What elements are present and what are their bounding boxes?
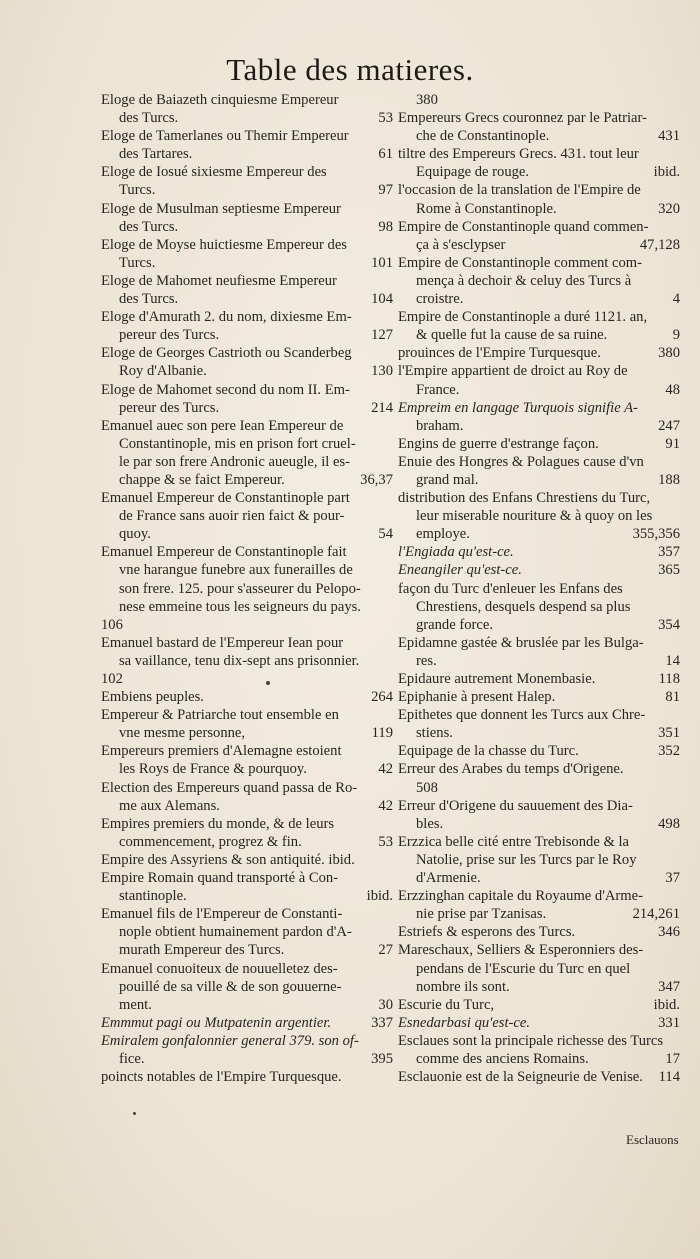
index-entry-text: nie prise par Tzanisas.: [416, 906, 547, 923]
page-reference: 42: [378, 797, 393, 814]
index-entry-text: Eloge de Iosué sixiesme Empereur des: [101, 164, 327, 181]
index-entry-text: 508: [416, 779, 438, 796]
index-line: [398, 978, 680, 996]
page-reference: 357: [658, 544, 680, 561]
index-line: [101, 417, 393, 435]
page-reference: 214,261: [632, 906, 680, 923]
page-reference: 9: [672, 327, 680, 344]
page-reference: 4: [672, 291, 680, 308]
index-entry-text: Eloge de Tamerlanes ou Themir Empereur: [101, 128, 349, 145]
page-reference: 119: [371, 725, 393, 742]
page-reference: 118: [658, 671, 680, 687]
index-entry-text: vne mesme personne,: [119, 725, 246, 742]
page-reference: 365: [658, 562, 680, 579]
index-entry-text: Eloge de Musulman septiesme Empereur: [101, 200, 341, 217]
index-entry-text: Empereur & Patriarche tout ensemble en: [101, 707, 339, 724]
index-entry-text: pouillé de sa ville & de son gouuerne-: [119, 978, 342, 995]
page-reference: 498: [658, 815, 680, 832]
index-line: [101, 634, 393, 652]
index-entry-text: Emanuel fils de l'Empereur de Constanti-: [101, 906, 343, 923]
index-line: [101, 1014, 393, 1032]
index-line: [101, 326, 393, 344]
index-line: [101, 706, 393, 724]
index-line: [398, 200, 680, 218]
index-entry-text: 106: [101, 616, 123, 633]
page-reference: ibid.: [366, 888, 393, 905]
index-line: [101, 851, 393, 869]
index-line: [101, 833, 393, 851]
index-line: [101, 923, 393, 941]
index-entry-text: des Turcs.: [119, 291, 179, 308]
index-line: [398, 362, 680, 380]
page-reference: 98: [378, 218, 393, 235]
page-reference: 214: [371, 399, 393, 416]
index-line: [101, 181, 393, 199]
index-line: [398, 453, 680, 471]
index-entry-text: Election des Empereurs quand passa de Ro-: [101, 779, 358, 796]
index-entry-text: poincts notables de l'Empire Turquesque.: [101, 1069, 342, 1086]
page-reference: 61: [378, 146, 393, 163]
index-line: [101, 598, 393, 616]
index-entry-text: comme des anciens Romains.: [416, 1050, 589, 1067]
index-line: [398, 923, 680, 941]
index-entry-text: Empire de Constantinople a duré 1121. an,: [398, 309, 648, 326]
index-line: [398, 91, 680, 109]
index-entry-text: distribution des Enfans Chrestiens du Turc,: [398, 490, 651, 507]
index-entry-text: Mareschaux, Selliers & Esperonniers des-: [398, 942, 644, 959]
page-reference: 130: [371, 363, 393, 380]
index-line: [101, 688, 393, 706]
index-line: [101, 779, 393, 797]
index-line: [101, 471, 393, 489]
index-entry-text: Erzzinghan capitale du Royaume d'Arme-: [398, 888, 643, 905]
index-line: [398, 598, 680, 616]
index-entry-text: Emanuel Empereur de Constantinople fait: [101, 544, 347, 561]
index-entry-text: de France sans auoir rien faict & pour-: [119, 508, 345, 525]
index-line: [398, 670, 680, 688]
index-line: [101, 760, 393, 778]
index-entry-text: me aux Alemans.: [119, 797, 220, 814]
index-entry-text: employe.: [416, 526, 470, 543]
page-reference: 352: [658, 743, 680, 760]
index-entry-text: Eneangiler qu'est-ce.: [398, 562, 522, 579]
index-line: [101, 996, 393, 1014]
index-line: [398, 181, 680, 199]
index-line: [398, 869, 680, 887]
index-line: [101, 580, 393, 598]
index-entry-text: Engins de guerre d'estrange façon.: [398, 435, 599, 452]
index-entry-text: Estriefs & esperons des Turcs.: [398, 924, 576, 941]
index-line: [398, 417, 680, 435]
index-line: [398, 706, 680, 724]
index-line: [101, 724, 393, 742]
index-line: [101, 145, 393, 163]
index-line: [101, 742, 393, 760]
page-reference: 337: [371, 1014, 393, 1031]
index-line: [101, 616, 393, 634]
index-line: [398, 652, 680, 670]
index-line: [398, 290, 680, 308]
index-line: [101, 236, 393, 254]
page-reference: 42: [378, 761, 393, 778]
index-line: [398, 145, 680, 163]
index-line: [101, 543, 393, 561]
index-line: [398, 543, 680, 561]
index-entry-text: Emanuel Empereur de Constantinople part: [101, 490, 350, 507]
page-reference: 53: [378, 110, 393, 127]
index-entry-text: nople obtient humainement pardon d'A-: [119, 924, 352, 941]
index-line: [398, 1050, 680, 1068]
index-line: [398, 797, 680, 815]
index-line: [101, 109, 393, 127]
page-reference: 53: [378, 833, 393, 850]
index-entry-text: braham.: [416, 417, 464, 434]
page-reference: 36,37: [360, 471, 393, 488]
index-line: [101, 127, 393, 145]
index-line: [398, 163, 680, 181]
page-reference: ibid.: [653, 996, 680, 1013]
index-line: [398, 851, 680, 869]
index-line: [101, 1032, 393, 1050]
index-line: [398, 326, 680, 344]
index-line: [101, 91, 393, 109]
index-entry-text: vne harangue funebre aux funerailles de: [119, 562, 353, 579]
page-reference: 380: [658, 345, 680, 362]
index-entry-text: des Turcs.: [119, 218, 179, 235]
index-entry-text: Empire des Assyriens & son antiquité. ibid.: [101, 851, 355, 868]
index-line: [398, 760, 680, 778]
index-line: [101, 489, 393, 507]
index-entry-text: Eloge de Moyse huictiesme Empereur des: [101, 236, 347, 253]
index-line: [398, 109, 680, 127]
index-line: [101, 561, 393, 579]
index-line: [101, 1050, 393, 1068]
index-line: [101, 905, 393, 923]
index-entry-text: Erreur d'Origene du sauuement des Dia-: [398, 797, 633, 814]
index-entry-text: Natolie, prise sur les Turcs par le Roy: [416, 851, 637, 868]
index-entry-text: façon du Turc d'enleuer les Enfans des: [398, 580, 623, 597]
index-entry-text: Equipage de la chasse du Turc.: [398, 743, 579, 760]
page-reference: 14: [665, 652, 680, 669]
index-line: [101, 344, 393, 362]
index-line: [101, 435, 393, 453]
index-entry-text: mença à dechoir & celuy des Turcs à: [416, 272, 632, 289]
index-line: [101, 362, 393, 380]
page-reference: 37: [665, 870, 680, 887]
page-reference: 97: [378, 182, 393, 199]
index-entry-text: Empire Romain quand transporté à Con-: [101, 870, 339, 887]
index-entry-text: Epidamne gastée & bruslée par les Bulga-: [398, 634, 644, 651]
index-entry-text: Constantinople, mis en prison fort cruel-: [119, 435, 356, 452]
index-entry-text: chappe & se faict Empereur.: [119, 471, 285, 488]
left-column: [101, 91, 393, 1086]
index-entry-text: nese emmeine tous les seigneurs du pays.: [119, 598, 361, 615]
index-entry-text: Empire de Constantinople comment com-: [398, 254, 642, 271]
index-line: [398, 905, 680, 923]
index-entry-text: Emanuel bastard de l'Empereur Iean pour: [101, 634, 344, 651]
index-line: [398, 742, 680, 760]
index-entry-text: pereur des Turcs.: [119, 399, 220, 416]
page-reference: 351: [658, 725, 680, 742]
page-reference: 395: [371, 1050, 393, 1067]
index-entry-text: & quelle fut la cause de sa ruine.: [416, 327, 608, 344]
page-reference: 331: [658, 1014, 680, 1031]
index-entry-text: Empire de Constantinople quand commen-: [398, 218, 649, 235]
page-reference: 355,356: [632, 526, 680, 543]
page-title: Table des matieres.: [226, 52, 474, 87]
index-entry-text: Emanuel conuoiteux de nouuelletez des-: [101, 960, 338, 977]
index-entry-text: nombre ils sont.: [416, 978, 510, 995]
index-line: [101, 254, 393, 272]
index-line: [398, 507, 680, 525]
index-entry-text: che de Constantinople.: [416, 128, 550, 145]
index-line: [101, 381, 393, 399]
index-entry-text: commencement, progrez & fin.: [119, 833, 302, 850]
index-line: [101, 525, 393, 543]
index-entry-text: stiens.: [416, 725, 453, 742]
index-entry-text: ment.: [119, 996, 152, 1013]
index-line: [398, 779, 680, 797]
index-entry-text: l'occasion de la translation de l'Empire de: [398, 182, 641, 199]
index-entry-text: Rome à Constantinople.: [416, 200, 557, 217]
index-line: [398, 688, 680, 706]
page-reference: 91: [665, 435, 680, 452]
index-line: [398, 960, 680, 978]
index-entry-text: Chrestiens, desquels despend sa plus: [416, 598, 631, 615]
index-entry-text: Empires premiers du monde, & de leurs: [101, 815, 335, 832]
index-line: [101, 1068, 393, 1086]
index-line: [101, 290, 393, 308]
index-line: [101, 815, 393, 833]
page-reference: 264: [371, 689, 393, 706]
index-entry-text: Empreim en langage Turquois signifie A-: [398, 399, 638, 416]
index-entry-text: Eloge de Georges Castrioth ou Scanderbeg: [101, 345, 352, 362]
index-line: [398, 561, 680, 579]
index-line: [398, 1068, 680, 1086]
index-line: [398, 308, 680, 326]
index-line: [101, 399, 393, 417]
index-line: [398, 127, 680, 145]
index-line: [398, 489, 680, 507]
index-entry-text: pereur des Turcs.: [119, 327, 220, 344]
index-entry-text: 102: [101, 671, 123, 687]
index-line: [398, 580, 680, 598]
index-line: [398, 616, 680, 634]
index-line: [398, 833, 680, 851]
index-entry-text: murath Empereur des Turcs.: [119, 942, 285, 959]
index-entry-text: sa vaillance, tenu dix-sept ans prisonnier.: [119, 652, 360, 669]
index-entry-text: res.: [416, 652, 437, 669]
catchword: Esclauons: [626, 1132, 679, 1147]
index-line: [101, 652, 393, 670]
page-reference: 48: [665, 381, 680, 398]
index-line: [398, 634, 680, 652]
index-entry-text: Emmmut pagi ou Mutpatenin argentier.: [101, 1014, 332, 1031]
index-entry-text: Enuie des Hongres & Polagues cause d'vn: [398, 453, 644, 470]
ink-spot: [133, 1112, 136, 1115]
index-entry-text: Turcs.: [119, 182, 156, 199]
index-line: [398, 1032, 680, 1050]
index-entry-text: Eloge de Baiazeth cinquiesme Empereur: [101, 92, 339, 108]
index-entry-text: Epidaure autrement Monembasie.: [398, 671, 596, 687]
index-line: [101, 978, 393, 996]
index-line: [398, 344, 680, 362]
ink-spot: [266, 681, 270, 685]
page-reference: 54: [378, 526, 393, 543]
index-entry-text: Roy d'Albanie.: [119, 363, 207, 380]
index-line: [101, 507, 393, 525]
page-reference: 127: [371, 327, 393, 344]
index-line: [398, 381, 680, 399]
index-entry-text: bles.: [416, 815, 444, 832]
index-entry-text: grand mal.: [416, 471, 479, 488]
index-entry-text: Turcs.: [119, 254, 156, 271]
index-line: [101, 272, 393, 290]
index-line: [398, 272, 680, 290]
page-reference: 320: [658, 200, 680, 217]
page-reference: ibid.: [653, 164, 680, 181]
index-line: [101, 887, 393, 905]
index-line: [398, 1014, 680, 1032]
index-entry-text: des Turcs.: [119, 110, 179, 127]
index-entry-text: Empereurs premiers d'Alemagne estoient: [101, 743, 342, 760]
index-line: [101, 960, 393, 978]
index-entry-text: Erreur des Arabes du temps d'Origene.: [398, 761, 624, 778]
page-reference: 188: [658, 471, 680, 488]
index-entry-text: croistre.: [416, 291, 464, 308]
index-entry-text: Esclauonie est de la Seigneurie de Venise.: [398, 1069, 643, 1086]
right-column: [398, 91, 680, 1086]
index-entry-text: l'Empire appartient de droict au Roy de: [398, 363, 628, 380]
index-entry-text: grande force.: [416, 616, 493, 633]
index-entry-text: France.: [416, 381, 460, 398]
index-line: [101, 218, 393, 236]
index-entry-text: son frere. 125. pour s'asseurer du Pelopo-: [119, 580, 361, 597]
index-entry-text: Emanuel auec son pere Iean Empereur de: [101, 417, 344, 434]
index-entry-text: tiltre des Empereurs Grecs. 431. tout leur: [398, 146, 639, 163]
index-entry-text: Escurie du Turc,: [398, 996, 495, 1013]
page-reference: 104: [371, 291, 393, 308]
index-entry-text: Equipage de rouge.: [416, 164, 530, 181]
index-entry-text: leur miserable nouriture & à quoy on les: [416, 508, 653, 525]
index-entry-text: d'Armenie.: [416, 870, 481, 887]
index-line: [398, 236, 680, 254]
index-line: [398, 254, 680, 272]
index-line: [398, 399, 680, 417]
index-entry-text: Esnedarbasi qu'est-ce.: [398, 1014, 531, 1031]
index-line: [398, 525, 680, 543]
index-entry-text: Emiralem gonfalonnier general 379. son of-: [101, 1032, 359, 1049]
index-entry-text: pendans de l'Escurie du Turc en quel: [416, 960, 631, 977]
index-line: [101, 453, 393, 471]
index-entry-text: Epithetes que donnent les Turcs aux Chre-: [398, 707, 646, 724]
index-entry-text: le par son frere Andronic aueugle, il es-: [119, 453, 350, 470]
index-entry-text: Embiens peuples.: [101, 689, 204, 706]
index-line: [101, 797, 393, 815]
index-entry-text: Eloge d'Amurath 2. du nom, dixiesme Em-: [101, 309, 352, 326]
index-line: [398, 887, 680, 905]
index-line: [398, 724, 680, 742]
page-reference: 27: [378, 942, 393, 959]
index-entry-text: stantinople.: [119, 888, 187, 905]
index-entry-text: Eloge de Mahomet second du nom II. Em-: [101, 381, 350, 398]
page-reference: 346: [658, 924, 680, 941]
index-entry-text: des Tartares.: [119, 146, 193, 163]
index-line: [398, 941, 680, 959]
page-reference: 354: [658, 616, 680, 633]
index-entry-text: Esclaues sont la principale richesse des Turcs: [398, 1032, 664, 1049]
index-line: [101, 869, 393, 887]
page-reference: 17: [665, 1050, 680, 1067]
page-reference: 101: [371, 254, 393, 271]
index-line: [101, 200, 393, 218]
index-entry-text: l'Engiada qu'est-ce.: [398, 544, 514, 561]
index-line: [398, 435, 680, 453]
index-line: [398, 996, 680, 1014]
index-line: [398, 218, 680, 236]
index-line: [101, 941, 393, 959]
index-line: [101, 308, 393, 326]
page-reference: 347: [658, 978, 680, 995]
page-reference: 114: [658, 1069, 680, 1086]
page-reference: 431: [658, 128, 680, 145]
index-entry-text: 380: [416, 92, 438, 108]
index-line: [398, 815, 680, 833]
index-entry-text: ça à s'esclypser: [416, 236, 506, 253]
index-entry-text: Empereurs Grecs couronnez par le Patriar-: [398, 110, 647, 127]
index-entry-text: prouinces de l'Empire Turquesque.: [398, 345, 601, 362]
page-reference: 247: [658, 417, 680, 434]
index-line: [101, 670, 393, 688]
index-entry-text: les Roys de France & pourquoy.: [119, 761, 307, 778]
index-entry-text: fice.: [119, 1050, 145, 1067]
index-entry-text: quoy.: [119, 526, 151, 543]
index-line: [398, 471, 680, 489]
page-reference: 30: [378, 996, 393, 1013]
index-entry-text: Eloge de Mahomet neufiesme Empereur: [101, 272, 337, 289]
page-reference: 47,128: [639, 236, 680, 253]
index-entry-text: Erzzica belle cité entre Trebisonde & la: [398, 833, 629, 850]
page-reference: 81: [665, 689, 680, 706]
index-entry-text: Epiphanie à present Halep.: [398, 689, 556, 706]
index-line: [101, 163, 393, 181]
